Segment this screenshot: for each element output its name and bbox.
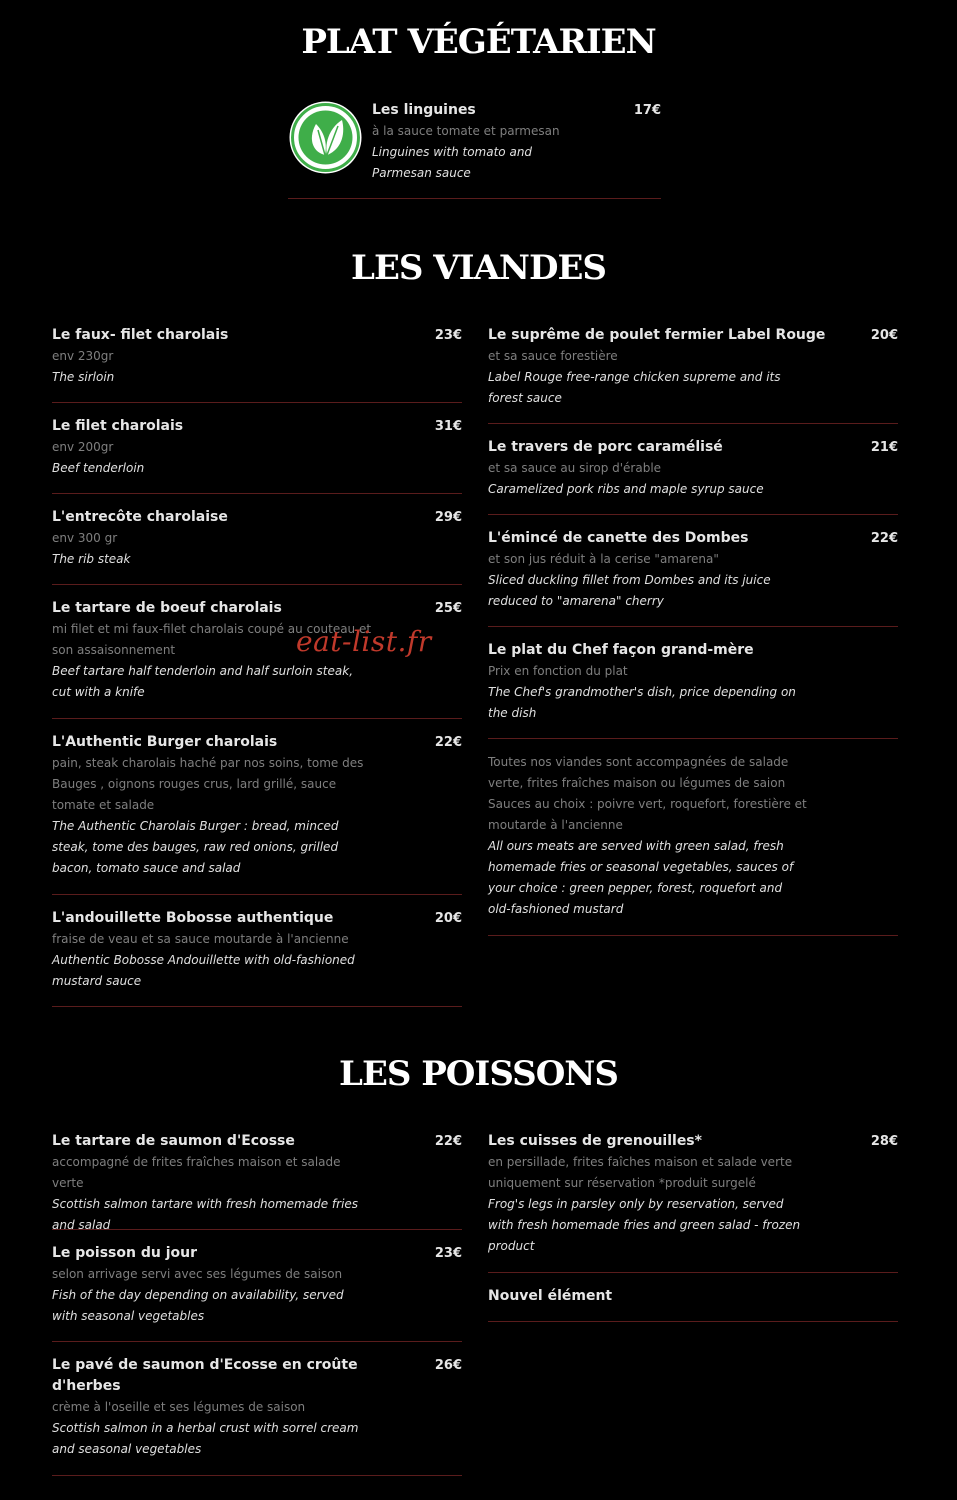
- item-english: Frog's legs in parsley only by reservation, served with fresh homemade fries and green salad - frozen product: [488, 1197, 801, 1253]
- item-english: Scottish salmon in a herbal crust with sorrel cream and seasonal vegetables: [52, 1421, 359, 1456]
- item-price: 26€: [434, 1358, 462, 1373]
- item-description: pain, steak charolais haché par nos soins, tome des Bauges , oignons rouges crus, lard grillé, sauce tomate et salade: [52, 756, 364, 812]
- item-description: mi filet et mi faux-filet charolais coupé au couteau et son assaisonnement: [52, 622, 372, 657]
- item-description: selon arrivage servi avec ses légumes de saison: [52, 1267, 343, 1281]
- menu-item: [488, 437, 898, 515]
- item-name: Le pavé de saumon d'Ecosse en croûte d'herbes: [52, 1357, 358, 1394]
- item-description: et sa sauce forestière: [488, 349, 618, 363]
- menu-item: [52, 598, 462, 719]
- item-english: Sliced duckling fillet from Dombes and its juice reduced to "amarena" cherry: [488, 573, 771, 608]
- item-description: crème à l'oseille et ses légumes de saison: [52, 1400, 306, 1414]
- item-name: Les linguines: [372, 102, 476, 118]
- menu-item: [52, 1355, 462, 1476]
- item-name: Le tartare de boeuf charolais: [52, 600, 282, 616]
- item-name: Le faux- filet charolais: [52, 327, 229, 343]
- item-english: The Chef's grandmother's dish, price depending on the dish: [488, 685, 796, 720]
- section-title-fish: LES POISSONS: [339, 1054, 618, 1094]
- menu-item: [52, 416, 462, 494]
- meats-right-column: [488, 325, 898, 936]
- menu-item: [488, 528, 898, 627]
- menu-item: [52, 325, 462, 403]
- item-name: Le tartare de saumon d'Ecosse: [52, 1133, 295, 1149]
- item-price: 23€: [434, 328, 462, 343]
- item-name: Le plat du Chef façon grand-mère: [488, 642, 754, 658]
- vegetarian-list: [288, 100, 661, 199]
- item-price: 29€: [434, 510, 462, 525]
- menu-item: [52, 1131, 462, 1230]
- item-english: The rib steak: [52, 552, 131, 566]
- menu-item: [488, 325, 898, 424]
- item-name: L'émincé de canette des Dombes: [488, 530, 749, 546]
- item-english: The Authentic Charolais Burger : bread, minced steak, tome des bauges, raw red onions, grilled bacon, tomato sauce and salad: [52, 819, 339, 875]
- item-name: Les cuisses de grenouilles*: [488, 1133, 702, 1149]
- section-title-meats: LES VIANDES: [351, 248, 606, 288]
- watermark: eat-list.fr: [296, 625, 432, 658]
- item-name: Nouvel élément: [488, 1288, 613, 1304]
- menu-item: [488, 640, 898, 739]
- fish-left-column: [52, 1131, 462, 1476]
- menu-note: [488, 752, 898, 936]
- item-english: All ours meats are served with green salad, fresh homemade fries or seasonal vegetables, sauces of your choice : green pepper, forest, roquefort and old-fashioned mustard: [488, 839, 794, 916]
- item-name: L'Authentic Burger charolais: [52, 734, 278, 750]
- item-english: Scottish salmon tartare with fresh homemade fries and salad: [52, 1197, 359, 1232]
- menu-item: [488, 1286, 898, 1322]
- fish-right-column: [488, 1131, 898, 1322]
- item-english: Fish of the day depending on availability, served with seasonal vegetables: [52, 1288, 344, 1323]
- item-description: env 230gr: [52, 349, 114, 363]
- item-description: fraise de veau et sa sauce moutarde à l'ancienne: [52, 932, 349, 946]
- item-description: à la sauce tomate et parmesan: [372, 124, 560, 138]
- item-description: et sa sauce au sirop d'érable: [488, 461, 662, 475]
- item-name: Le poisson du jour: [52, 1245, 198, 1261]
- item-description: env 200gr: [52, 440, 114, 454]
- item-price: 20€: [870, 328, 898, 343]
- item-name: Le filet charolais: [52, 418, 184, 434]
- item-price: 23€: [434, 1246, 462, 1261]
- menu-item: [488, 1131, 898, 1273]
- item-price: 22€: [434, 1134, 462, 1149]
- item-price: 31€: [434, 419, 462, 434]
- item-english: The sirloin: [52, 370, 115, 384]
- item-price: 21€: [870, 440, 898, 455]
- item-price: 25€: [434, 601, 462, 616]
- item-english: Label Rouge free-range chicken supreme and its forest sauce: [488, 370, 781, 405]
- item-description: et son jus réduit à la cerise "amarena": [488, 552, 719, 566]
- item-price: 20€: [434, 911, 462, 926]
- item-price: 17€: [633, 103, 661, 118]
- item-price: 28€: [870, 1134, 898, 1149]
- item-name: Le travers de porc caramélisé: [488, 439, 723, 455]
- item-description: Prix en fonction du plat: [488, 664, 628, 678]
- item-english: Beef tenderloin: [52, 461, 145, 475]
- menu-item: [52, 908, 462, 1007]
- item-description: Toutes nos viandes sont accompagnées de salade verte, frites fraîches maison ou légumes de saion Sauces au choix : poivre vert, roquefort, forestière et moutarde à l'ancienne: [488, 755, 807, 832]
- item-price: 22€: [870, 531, 898, 546]
- item-description: accompagné de frites fraîches maison et salade verte: [52, 1155, 341, 1190]
- item-description: en persillade, frites faîches maison et salade verte uniquement sur réservation *produit surgelé: [488, 1155, 793, 1190]
- menu-item: [52, 732, 462, 895]
- item-description: env 300 gr: [52, 531, 118, 545]
- menu-item: [52, 1243, 462, 1342]
- item-name: L'andouillette Bobosse authentique: [52, 910, 334, 926]
- item-name: Le suprême de poulet fermier Label Rouge: [488, 327, 826, 343]
- meats-left-column: [52, 325, 462, 1007]
- item-english: Authentic Bobosse Andouillette with old-fashioned mustard sauce: [52, 953, 355, 988]
- menu-item: [52, 507, 462, 585]
- item-english: Beef tartare half tenderloin and half surloin steak, cut with a knife: [52, 664, 354, 699]
- item-english: Caramelized pork ribs and maple syrup sauce: [488, 482, 764, 496]
- item-price: 22€: [434, 735, 462, 750]
- item-name: L'entrecôte charolaise: [52, 509, 228, 525]
- section-title-vegetarian: PLAT VÉGÉTARIEN: [301, 22, 656, 62]
- item-english: Linguines with tomato and Parmesan sauce: [372, 145, 533, 180]
- menu-item: [288, 100, 661, 199]
